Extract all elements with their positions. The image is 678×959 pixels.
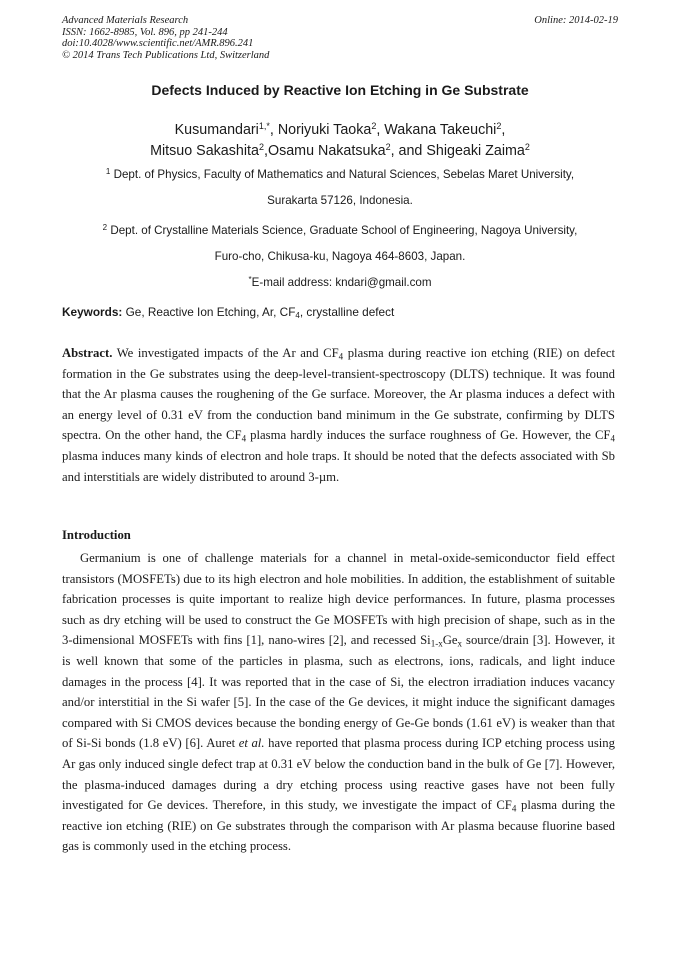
author-list bbox=[62, 120, 618, 162]
paper-title: Defects Induced by Reactive Ion Etching in Ge Substrate bbox=[151, 82, 529, 98]
keywords bbox=[62, 305, 618, 319]
author-name: , Noriyuki Taoka bbox=[269, 122, 372, 138]
author-name: , Wakana Takeuchi bbox=[376, 122, 497, 138]
intro-text: plasma during the reactive ion etching (RIE) on Ge substrates through the comparison with Ar plasma because fluorine based gas is commonly used in the etching process. bbox=[62, 798, 615, 854]
journal-copyright: © 2014 Trans Tech Publications Ltd, Switzerland bbox=[62, 49, 270, 61]
journal-issn: ISSN: 1662-8985, Vol. 896, pp 241-244 bbox=[62, 26, 228, 38]
affiliation-number: 1 bbox=[105, 167, 111, 176]
affiliation-text: Dept. of Crystalline Materials Science, Graduate School of Engineering, Nagoya University, bbox=[107, 224, 578, 237]
abstract-text: plasma hardly induces the surface roughness of Ge. However, the CF bbox=[246, 428, 611, 443]
author-name: Mitsuo Sakashita bbox=[150, 143, 259, 159]
affiliation-2-line-1 bbox=[62, 224, 618, 238]
section-heading-introduction: Introduction bbox=[62, 528, 131, 542]
author-affil-mark: 2 bbox=[258, 142, 264, 153]
corresponding-email bbox=[62, 276, 618, 290]
author-separator: , bbox=[501, 122, 506, 138]
intro-text: Ge bbox=[442, 633, 458, 648]
author-affil-mark: 2 bbox=[385, 142, 391, 153]
introduction-paragraph bbox=[62, 548, 615, 857]
abstract-text: plasma induces many kinds of electron and hole traps. It should be noted that the defects associated with Sb and interstitials are widely distributed to around 3-µm. bbox=[62, 448, 615, 484]
abstract bbox=[62, 343, 615, 487]
affiliation-1 bbox=[62, 168, 618, 208]
subscript: 4 bbox=[338, 351, 344, 362]
affiliation-1-line-2: Surakarta 57126, Indonesia. bbox=[267, 194, 413, 207]
keywords-text: Ge, Reactive Ion Etching, Ar, CF bbox=[122, 305, 296, 319]
journal-doi: doi:10.4028/www.scientific.net/AMR.896.241 bbox=[62, 38, 254, 49]
email-text: E-mail address: kndari@gmail.com bbox=[251, 276, 432, 289]
author-affil-mark: 2 bbox=[496, 121, 502, 132]
author-name: Kusumandari bbox=[174, 122, 259, 138]
author-name: ,Osamu Nakatsuka bbox=[263, 143, 386, 159]
keywords-label: Keywords: bbox=[62, 305, 123, 319]
author-affil-mark: 1,* bbox=[258, 121, 270, 132]
subscript: 4 bbox=[295, 311, 300, 320]
affiliation-number: 2 bbox=[102, 223, 108, 232]
author-line-1 bbox=[62, 120, 618, 141]
online-date: Online: 2014-02-19 bbox=[534, 15, 618, 26]
subscript: 1-x bbox=[430, 638, 443, 649]
journal-header bbox=[62, 15, 618, 61]
keywords-text: , crystalline defect bbox=[299, 305, 395, 319]
affiliation-text: Dept. of Physics, Faculty of Mathematics and Natural Sciences, Sebelas Maret University, bbox=[110, 168, 575, 181]
author-line-2 bbox=[62, 141, 618, 162]
abstract-text: plasma during reactive ion etching (RIE) on defect formation in the Ge substrates using the deep-level-transient-spectroscopy (DLTS) technique. It was found that the Ar plasma causes the roughening of the Ge surface. Moreover, the Ar plasma induces a defect with an energy level of 0.31 eV from the conduction band minimum in the Ge substrate, confirming by DLTS spectra. On the other hand, the CF bbox=[62, 346, 615, 443]
abstract-label: Abstract. bbox=[62, 346, 113, 360]
intro-text: Germanium is one of challenge materials for a channel in metal-oxide-semiconductor field effect transistors (MOSFETs) due to its high electron and hole mobilities. In addition, the establishment of suitable fabrication processes is quite important to realize high device performances. In future, plasma processes such as dry etching will be used to construct the Ge MOSFETs with high precision of shape, such as in the 3-dimensional MOSFETs with fins [1], nano-wires [2], and recessed Si bbox=[62, 551, 615, 648]
author-affil-mark: 2 bbox=[371, 121, 377, 132]
intro-text: source/drain [3]. However, it is well known that some of the particles in plasma, such as electrons, ions, radicals, and light induce damages in the process [4]. It was reported that in the case of Si, the electron irradiation induces vacancy and/or interstitial in the Si wafer [5]. In the case of the Ge devices, it might induce the significant damages compared with Si CMOS devices because the bonding energy of Ge-Ge bonds (1.61 eV) is weaker than that of Si-Si bonds (1.8 eV) [6]. Auret bbox=[62, 633, 615, 751]
subscript: 4 bbox=[511, 803, 517, 814]
affiliation-2 bbox=[62, 224, 618, 264]
author-name: , and Shigeaki Zaima bbox=[390, 143, 525, 159]
subscript: x bbox=[457, 638, 462, 649]
intro-italic: et al. bbox=[238, 736, 265, 751]
abstract-text: We investigated impacts of the Ar and CF bbox=[112, 346, 339, 360]
affiliation-1-line-1 bbox=[62, 168, 618, 182]
subscript: 4 bbox=[610, 433, 615, 444]
email-mark: * bbox=[248, 275, 252, 284]
intro-text: have reported that plasma process during ICP etching process using Ar gas only induced single defect trap at 0.31 eV below the conduction band in the bulk of Ge [7]. However, the plasma-induced damages during a dry etching process using reactive gases have not been fully investigated for Ge devices. Therefore, in this study, we investigate the impact of CF bbox=[62, 736, 615, 813]
affiliation-2-line-2: Furo-cho, Chikusa-ku, Nagoya 464-8603, Japan. bbox=[214, 250, 466, 263]
journal-name: Advanced Materials Research bbox=[62, 15, 189, 26]
author-affil-mark: 2 bbox=[524, 142, 530, 153]
subscript: 4 bbox=[241, 433, 247, 444]
